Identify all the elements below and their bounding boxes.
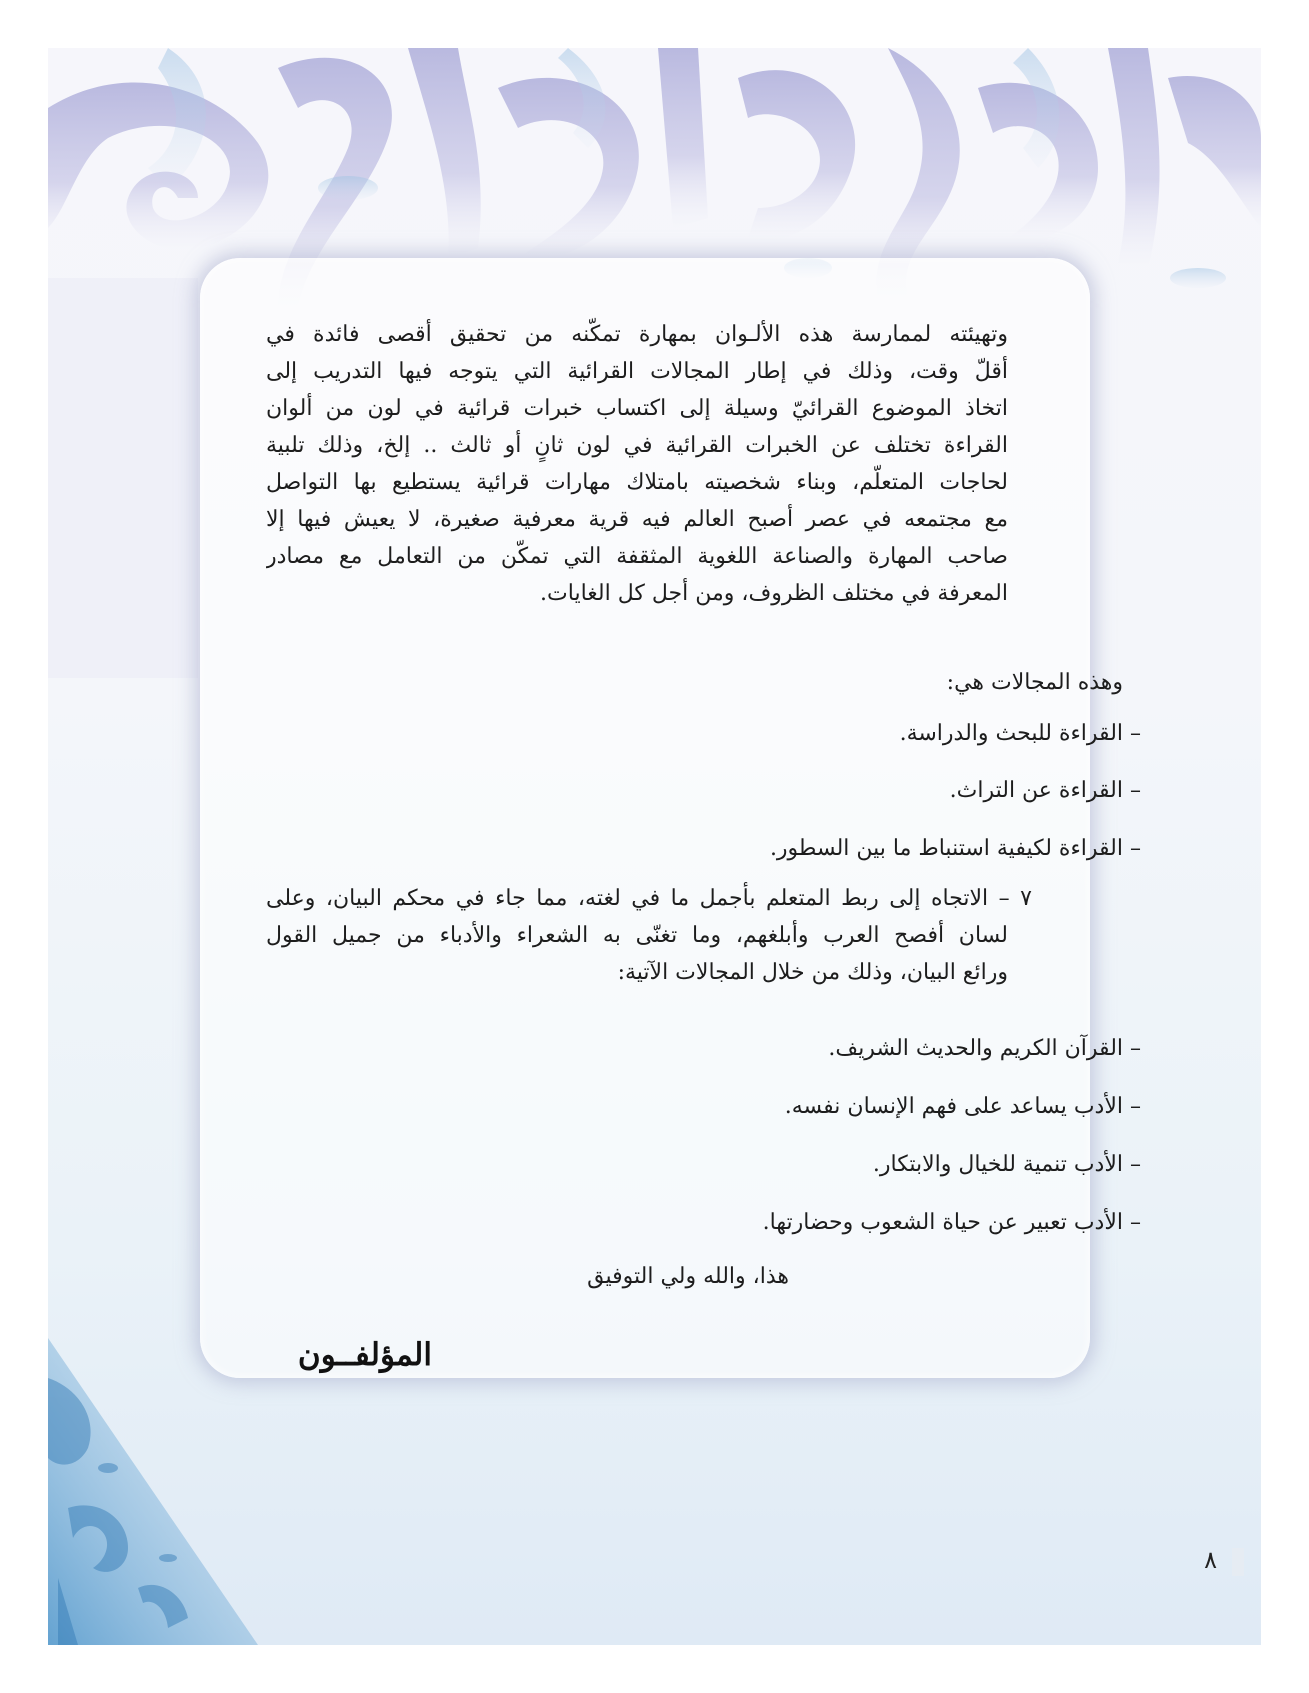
list-item: – القراءة عن التراث.	[949, 778, 1141, 803]
closing-line: هذا، والله ولي التوفيق	[587, 1264, 789, 1289]
paragraph-line: ورائع البيان، وذلك من خلال المجالات الآتية:	[617, 960, 1008, 985]
numbered-item-7	[266, 880, 1032, 991]
list-item: – القراءة للبحث والدراسة.	[899, 721, 1141, 746]
paragraph-line: ٧ – الاتجاه إلى ربط المتعلم بأجمل ما في لغته، مما جاء في محكم البيان، وعلى	[266, 886, 1032, 911]
paragraph-line: وتهيئته لممارسة هذه الألـوان بمهارة تمكّنه من تحقيق أقصى فائدة في	[266, 322, 1008, 347]
paragraph-line: اتخاذ الموضوع القرائيّ وسيلة إلى اكتساب خبرات قرائية في لون من ألوان	[266, 396, 1008, 421]
intro-paragraph	[266, 316, 1008, 612]
page-number-tab	[1232, 1548, 1244, 1576]
paragraph-line: القراءة تختلف عن الخبرات القرائية في لون ثانٍ أو ثالث .. إلخ، وذلك تلبية	[266, 433, 1008, 458]
paragraph-line: مع مجتمعه في عصر أصبح العالم فيه قرية معرفية صغيرة، لا يعيش فيها إلا	[266, 507, 1008, 532]
paragraph-line: لسان أفصح العرب وأبلغهم، وما تغنّى به الشعراء والأدباء من جميل القول	[266, 923, 1008, 948]
list-item: – الأدب تنمية للخيال والابتكار.	[872, 1152, 1141, 1177]
list-item: – الأدب يساعد على فهم الإنسان نفسه.	[784, 1094, 1141, 1119]
fields-intro: وهذه المجالات هي:	[946, 670, 1123, 695]
paragraph-line: أقلّ وقت، وذلك في إطار المجالات القرائية التي يتوجه فيها التدريب إلى	[266, 359, 1008, 384]
paragraph-line: لحاجات المتعلّم، وبناء شخصيته بامتلاك مهارات قرائية يستطيع بها التواصل	[266, 470, 1008, 495]
list-item: – القراءة لكيفية استنباط ما بين السطور.	[769, 836, 1141, 861]
list-item: – الأدب تعبير عن حياة الشعوب وحضارتها.	[762, 1210, 1141, 1235]
paragraph-line: صاحب المهارة والصناعة اللغوية المثقفة التي تمكّن من التعامل مع مصادر	[266, 544, 1008, 569]
page-number: ٨	[1204, 1546, 1217, 1574]
authors-signature: المؤلفــون	[297, 1337, 432, 1373]
list-item: – القرآن الكريم والحديث الشريف.	[828, 1036, 1141, 1061]
paragraph-line: المعرفة في مختلف الظروف، ومن أجل كل الغايات.	[540, 581, 1008, 606]
